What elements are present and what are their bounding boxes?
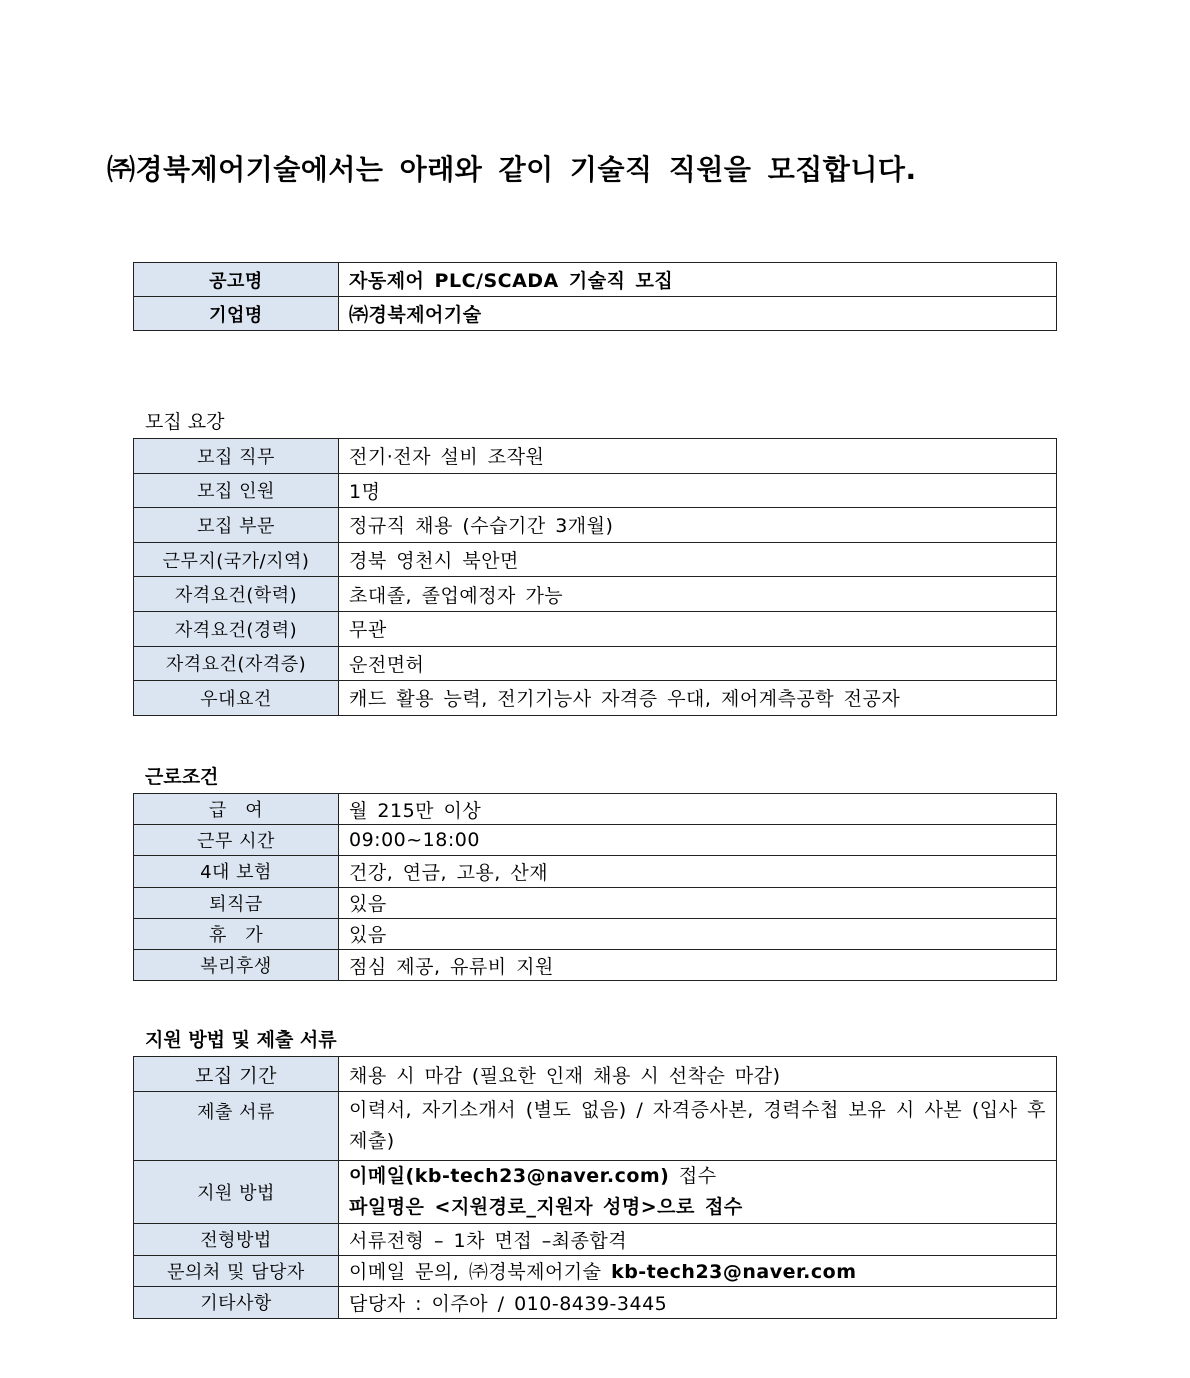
contact-email-link[interactable]: kb-tech23@naver.com [611,1261,857,1284]
row-label: 4대 보험 [134,856,339,887]
row-value: 채용 시 마감 (필요한 인재 채용 시 선착순 마감) [339,1057,1057,1092]
table-row [134,439,1057,474]
row-value: 담당자 : 이주아 / 010-8439-3445 [339,1287,1057,1319]
row-value: 건강, 연금, 고용, 산재 [339,856,1057,887]
row-label: 모집 인원 [134,473,339,508]
table-row [134,856,1057,887]
table-row [134,825,1057,856]
row-label: 자격요건(경력) [134,611,339,646]
row-label: 문의처 및 담당자 [134,1255,339,1287]
row-label: 기타사항 [134,1287,339,1319]
row-label: 근무 시간 [134,825,339,856]
table-row [134,473,1057,508]
row-value: 서류전형 – 1차 면접 –최종합격 [339,1224,1057,1256]
overview-table [133,262,1057,331]
row-value: 정규직 채용 (수습기간 3개월) [339,508,1057,543]
recruit-table [133,438,1057,716]
job-posting-title-value: 자동제어 PLC/SCADA 기술직 모집 [339,263,1057,297]
table-row [134,681,1057,716]
table-row [134,918,1057,949]
row-value: 경북 영천시 북안면 [339,542,1057,577]
table-row [134,949,1057,980]
row-value: 월 215만 이상 [339,794,1057,825]
page-title: ㈜경북제어기술에서는 아래와 같이 기술직 직원을 모집합니다. [107,153,917,186]
row-value: 있음 [339,887,1057,918]
row-label: 모집 부문 [134,508,339,543]
table-row [134,794,1057,825]
table-row [134,1057,1057,1092]
row-value: 초대졸, 졸업예정자 가능 [339,577,1057,612]
table-row [134,646,1057,681]
row-label: 전형방법 [134,1224,339,1256]
table-row [134,1224,1057,1256]
row-label: 제출 서류 [134,1092,339,1161]
row-value: 전기·전자 설비 조작원 [339,439,1057,474]
row-value: 이력서, 자기소개서 (별도 없음) / 자격증사본, 경력수첩 보유 시 사본 (입사 후 제출) [339,1092,1057,1161]
row-value: 캐드 활용 능력, 전기기능사 자격증 우대, 제어계측공학 전공자 [339,681,1057,716]
application-method-suffix: 접수 [669,1165,717,1187]
table-row [134,542,1057,577]
company-name-label: 기업명 [134,297,339,331]
row-label: 자격요건(학력) [134,577,339,612]
contact-value [339,1255,1057,1287]
row-label: 우대요건 [134,681,339,716]
table-row [134,887,1057,918]
table-row [134,611,1057,646]
work-table [133,793,1057,981]
row-value: 09:00~18:00 [339,825,1057,856]
table-row [134,1255,1057,1287]
apply-table [133,1056,1057,1319]
row-label: 모집 직무 [134,439,339,474]
row-value: 점심 제공, 유류비 지원 [339,949,1057,980]
row-label: 휴 가 [134,918,339,949]
table-row [134,508,1057,543]
row-label: 지원 방법 [134,1161,339,1224]
application-method-line-1 [349,1161,1046,1192]
table-row [134,577,1057,612]
row-label: 퇴직금 [134,887,339,918]
row-value: 있음 [339,918,1057,949]
table-row [134,1161,1057,1224]
company-name-value: ㈜경북제어기술 [339,297,1057,331]
application-method-value [339,1161,1057,1224]
table-row [134,1287,1057,1319]
row-value: 운전면허 [339,646,1057,681]
row-label: 급 여 [134,794,339,825]
job-posting-title-label: 공고명 [134,263,339,297]
table-row [134,263,1057,297]
row-value: 무관 [339,611,1057,646]
application-email-link[interactable]: 이메일(kb-tech23@naver.com) [349,1165,670,1187]
row-label: 자격요건(자격증) [134,646,339,681]
application-method-line-2: 파일명은 <지원경로_지원자 성명>으로 접수 [349,1196,743,1218]
row-label: 근무지(국가/지역) [134,542,339,577]
contact-prefix: 이메일 문의, ㈜경북제어기술 [349,1261,612,1284]
table-row [134,297,1057,331]
work-section-heading: 근로조건 [145,766,219,788]
recruit-section-heading: 모집 요강 [145,411,225,433]
row-label: 복리후생 [134,949,339,980]
apply-section-heading: 지원 방법 및 제출 서류 [145,1029,337,1051]
row-label: 모집 기간 [134,1057,339,1092]
table-row [134,1092,1057,1161]
row-value: 1명 [339,473,1057,508]
